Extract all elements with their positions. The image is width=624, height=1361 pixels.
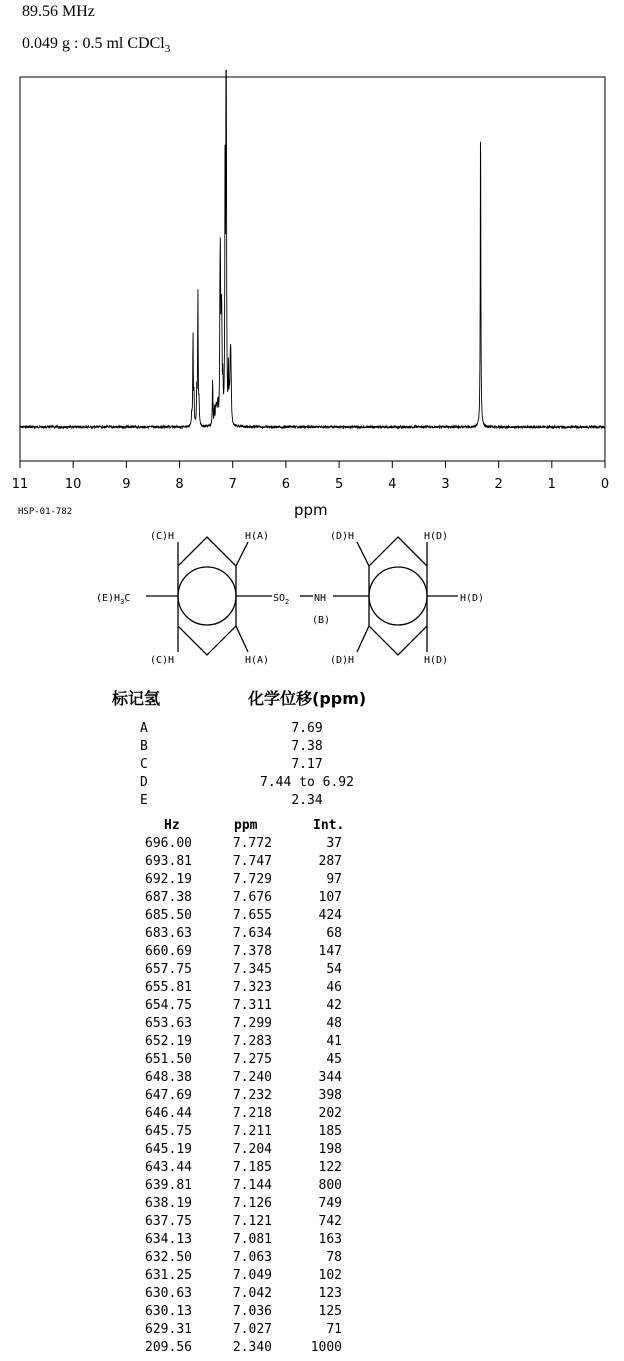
peak-ppm: 7.729 bbox=[232, 872, 272, 887]
peak-int: 185 bbox=[318, 1124, 342, 1139]
peak-row bbox=[132, 925, 362, 943]
peak-ppm: 7.204 bbox=[232, 1142, 272, 1157]
x-tick-label: 6 bbox=[281, 477, 291, 492]
peak-row bbox=[132, 1303, 362, 1321]
peak-int: 163 bbox=[318, 1232, 342, 1247]
peak-int: 46 bbox=[326, 980, 342, 995]
spectrometer-frequency: 89.56 MHz bbox=[22, 3, 95, 20]
col-header-hz: Hz bbox=[164, 818, 180, 833]
peak-row bbox=[132, 943, 362, 961]
x-tick-label: 0 bbox=[600, 477, 610, 492]
peak-int: 48 bbox=[326, 1016, 342, 1031]
assignment-label: D bbox=[140, 775, 148, 790]
peak-row bbox=[132, 1231, 362, 1249]
assignment-shift: 7.38 bbox=[291, 739, 323, 754]
peak-ppm: 7.049 bbox=[232, 1268, 272, 1283]
peak-ppm: 7.185 bbox=[232, 1160, 272, 1175]
peak-int: 125 bbox=[318, 1304, 342, 1319]
peak-row bbox=[132, 1087, 362, 1105]
peak-hz: 638.19 bbox=[145, 1196, 192, 1211]
label-a-bottom: H(A) bbox=[245, 655, 270, 666]
sample-info bbox=[22, 35, 170, 55]
peak-row bbox=[132, 1321, 362, 1339]
peak-ppm: 7.323 bbox=[232, 980, 272, 995]
peak-table bbox=[132, 817, 362, 1357]
x-tick-label: 11 bbox=[11, 477, 29, 492]
peak-hz: 637.75 bbox=[145, 1214, 192, 1229]
peak-hz: 652.19 bbox=[145, 1034, 192, 1049]
peak-ppm: 7.121 bbox=[232, 1214, 272, 1229]
peak-hz: 651.50 bbox=[145, 1052, 192, 1067]
peak-row bbox=[132, 979, 362, 997]
peak-row bbox=[132, 1051, 362, 1069]
peak-hz: 683.63 bbox=[145, 926, 192, 941]
assignment-table bbox=[132, 720, 392, 810]
assignment-row bbox=[132, 792, 392, 810]
peak-hz: 660.69 bbox=[145, 944, 192, 959]
peak-int: 45 bbox=[326, 1052, 342, 1067]
bond-a-bottom bbox=[236, 626, 248, 652]
label-e-h: (E)H bbox=[96, 593, 121, 604]
peak-int: 42 bbox=[326, 998, 342, 1013]
x-tick-label: 4 bbox=[388, 477, 397, 492]
peak-table-header bbox=[132, 817, 362, 835]
peak-row bbox=[132, 1249, 362, 1267]
peak-int: 749 bbox=[318, 1196, 342, 1211]
col-header-int: Int. bbox=[313, 818, 345, 833]
peak-int: 398 bbox=[318, 1088, 342, 1103]
peak-int: 78 bbox=[326, 1250, 342, 1265]
x-tick-label: 9 bbox=[122, 477, 131, 492]
peak-ppm: 7.126 bbox=[232, 1196, 272, 1211]
x-tick-label: 7 bbox=[228, 477, 237, 492]
peak-row bbox=[132, 1123, 362, 1141]
assignment-row bbox=[132, 756, 392, 774]
peak-ppm: 7.283 bbox=[232, 1034, 272, 1049]
peak-ppm: 7.036 bbox=[232, 1304, 272, 1319]
peak-hz: 648.38 bbox=[145, 1070, 192, 1085]
sample-sub: 3 bbox=[164, 43, 171, 55]
nmr-spectrum-chart bbox=[0, 70, 624, 500]
peak-hz: 209.56 bbox=[145, 1340, 192, 1355]
bond-d-bottom-left bbox=[357, 626, 369, 652]
peak-row bbox=[132, 1015, 362, 1033]
peak-int: 102 bbox=[318, 1268, 342, 1283]
peak-ppm: 7.772 bbox=[232, 836, 272, 851]
bond-a-top bbox=[236, 542, 248, 566]
peak-hz: 657.75 bbox=[145, 962, 192, 977]
col-header-ppm: ppm bbox=[234, 818, 258, 833]
assignment-shift: 7.44 to 6.92 bbox=[260, 775, 354, 790]
peak-ppm: 7.311 bbox=[232, 998, 272, 1013]
bond-d-top-left bbox=[357, 542, 369, 566]
peak-hz: 630.13 bbox=[145, 1304, 192, 1319]
peak-int: 344 bbox=[318, 1070, 342, 1085]
label-so2-sub: 2 bbox=[285, 598, 290, 606]
peak-hz: 692.19 bbox=[145, 872, 192, 887]
plot-frame bbox=[20, 77, 605, 461]
peak-row bbox=[132, 835, 362, 853]
assignment-label: E bbox=[140, 793, 148, 808]
peak-row bbox=[132, 889, 362, 907]
peak-hz: 634.13 bbox=[145, 1232, 192, 1247]
peak-hz: 645.75 bbox=[145, 1124, 192, 1139]
peak-ppm: 7.144 bbox=[232, 1178, 272, 1193]
label-d-bottom-left: (D)H bbox=[330, 655, 355, 666]
label-so: SO bbox=[273, 593, 286, 604]
label-so2 bbox=[273, 593, 289, 606]
peak-row bbox=[132, 1195, 362, 1213]
peak-row bbox=[132, 1177, 362, 1195]
peak-ppm: 7.042 bbox=[232, 1286, 272, 1301]
peak-hz: 643.44 bbox=[145, 1160, 192, 1175]
x-tick-label: 3 bbox=[441, 477, 450, 492]
label-a-top: H(A) bbox=[245, 531, 270, 542]
peak-hz: 632.50 bbox=[145, 1250, 192, 1265]
peak-int: 424 bbox=[318, 908, 342, 923]
left-benzene-ring bbox=[178, 537, 236, 655]
peak-ppm: 7.232 bbox=[232, 1088, 272, 1103]
peak-int: 71 bbox=[326, 1322, 342, 1337]
label-d-para: H(D) bbox=[460, 593, 485, 604]
assignment-label: A bbox=[140, 721, 148, 736]
peak-int: 147 bbox=[318, 944, 342, 959]
peak-ppm: 7.655 bbox=[232, 908, 272, 923]
peak-int: 742 bbox=[318, 1214, 342, 1229]
x-tick-label: 2 bbox=[494, 477, 503, 492]
peak-row bbox=[132, 961, 362, 979]
assignment-header-label: 标记氢 bbox=[112, 689, 161, 708]
peak-ppm: 7.345 bbox=[232, 962, 272, 977]
peak-ppm: 7.634 bbox=[232, 926, 272, 941]
peak-ppm: 2.340 bbox=[232, 1340, 272, 1355]
chemical-structure bbox=[80, 522, 520, 672]
peak-row bbox=[132, 907, 362, 925]
peak-row bbox=[132, 1069, 362, 1087]
peak-row bbox=[132, 1141, 362, 1159]
peak-ppm: 7.299 bbox=[232, 1016, 272, 1031]
right-benzene-ring bbox=[369, 537, 427, 655]
assignment-header-shift: 化学位移(ppm) bbox=[248, 689, 367, 708]
label-c-bottom: (C)H bbox=[150, 655, 175, 666]
peak-int: 202 bbox=[318, 1106, 342, 1121]
peak-ppm: 7.063 bbox=[232, 1250, 272, 1265]
peak-ppm: 7.378 bbox=[232, 944, 272, 959]
x-tick-label: 8 bbox=[175, 477, 184, 492]
peak-row bbox=[132, 871, 362, 889]
assignment-row bbox=[132, 774, 392, 792]
x-tick-label: 10 bbox=[64, 477, 82, 492]
peak-row bbox=[132, 1285, 362, 1303]
assignment-label: C bbox=[140, 757, 148, 772]
label-c-top: (C)H bbox=[150, 531, 175, 542]
peak-int: 1000 bbox=[310, 1340, 342, 1355]
peak-hz: 696.00 bbox=[145, 836, 192, 851]
assignment-row bbox=[132, 720, 392, 738]
peak-row bbox=[132, 1159, 362, 1177]
peak-hz: 693.81 bbox=[145, 854, 192, 869]
assignment-row bbox=[132, 738, 392, 756]
peak-ppm: 7.240 bbox=[232, 1070, 272, 1085]
peak-hz: 630.63 bbox=[145, 1286, 192, 1301]
peak-ppm: 7.027 bbox=[232, 1322, 272, 1337]
x-tick-label: 1 bbox=[547, 477, 556, 492]
peak-row bbox=[132, 1033, 362, 1051]
peak-int: 68 bbox=[326, 926, 342, 941]
peak-hz: 653.63 bbox=[145, 1016, 192, 1031]
peak-ppm: 7.275 bbox=[232, 1052, 272, 1067]
x-tick-label: 5 bbox=[334, 477, 344, 492]
label-e-sub: 3 bbox=[120, 598, 125, 606]
peak-row bbox=[132, 997, 362, 1015]
peak-row bbox=[132, 1213, 362, 1231]
label-e-c: C bbox=[124, 593, 131, 604]
sample-main: 0.049 g : 0.5 ml CDCl bbox=[22, 35, 165, 52]
x-axis-label: ppm bbox=[294, 501, 328, 519]
assignment-label: B bbox=[140, 739, 148, 754]
peak-int: 198 bbox=[318, 1142, 342, 1157]
peak-hz: 645.19 bbox=[145, 1142, 192, 1157]
peak-ppm: 7.081 bbox=[232, 1232, 272, 1247]
peak-ppm: 7.747 bbox=[232, 854, 272, 869]
peak-hz: 654.75 bbox=[145, 998, 192, 1013]
peak-row bbox=[132, 1267, 362, 1285]
peak-row bbox=[132, 1105, 362, 1123]
peak-int: 97 bbox=[326, 872, 342, 887]
peak-hz: 639.81 bbox=[145, 1178, 192, 1193]
peak-ppm: 7.676 bbox=[232, 890, 272, 905]
peak-hz: 631.25 bbox=[145, 1268, 192, 1283]
label-nh: NH bbox=[314, 593, 327, 604]
left-ring-circle bbox=[178, 567, 236, 625]
peak-int: 123 bbox=[318, 1286, 342, 1301]
peak-int: 37 bbox=[326, 836, 342, 851]
peak-ppm: 7.211 bbox=[232, 1124, 272, 1139]
peak-hz: 685.50 bbox=[145, 908, 192, 923]
label-e-methyl bbox=[96, 593, 130, 606]
peak-int: 800 bbox=[318, 1178, 342, 1193]
assignment-shift: 7.17 bbox=[291, 757, 323, 772]
peak-ppm: 7.218 bbox=[232, 1106, 272, 1121]
label-d-top-right: H(D) bbox=[424, 531, 449, 542]
label-d-top-left: (D)H bbox=[330, 531, 355, 542]
assignment-shift: 2.34 bbox=[291, 793, 323, 808]
assignment-shift: 7.69 bbox=[291, 721, 323, 736]
spectrum-trace bbox=[20, 70, 605, 428]
peak-hz: 647.69 bbox=[145, 1088, 192, 1103]
peak-int: 54 bbox=[326, 962, 342, 977]
peak-int: 107 bbox=[318, 890, 342, 905]
right-ring-circle bbox=[369, 567, 427, 625]
spectrum-code: HSP-01-782 bbox=[18, 507, 73, 517]
peak-row bbox=[132, 853, 362, 871]
peak-int: 122 bbox=[318, 1160, 342, 1175]
label-b: (B) bbox=[312, 615, 331, 626]
peak-hz: 646.44 bbox=[145, 1106, 192, 1121]
peak-hz: 655.81 bbox=[145, 980, 192, 995]
peak-hz: 687.38 bbox=[145, 890, 192, 905]
peak-int: 41 bbox=[326, 1034, 342, 1049]
label-d-bottom-right: H(D) bbox=[424, 655, 449, 666]
peak-hz: 629.31 bbox=[145, 1322, 192, 1337]
peak-int: 287 bbox=[318, 854, 342, 869]
peak-row bbox=[132, 1339, 362, 1357]
